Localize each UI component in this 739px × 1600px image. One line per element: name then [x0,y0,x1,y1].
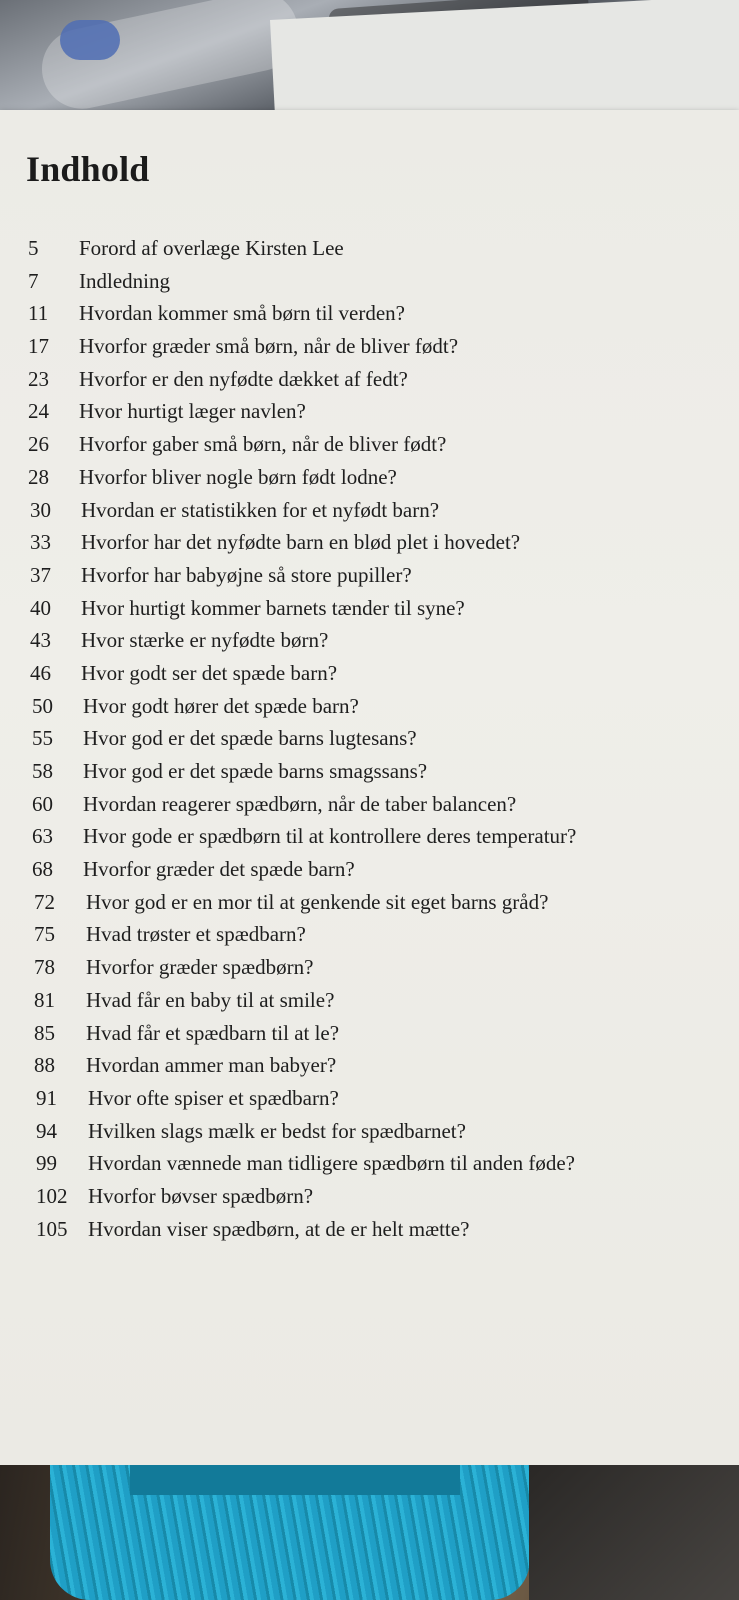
toc-page-number: 55 [32,726,53,751]
toc-entry-title: Hvad får et spædbarn til at le? [86,1020,340,1045]
toc-entry-title: Hvorfor har det nyfødte barn en blød plet i hovedet? [81,530,521,555]
toc-entry-title: Hvor god er det spæde barns smagssans? [83,759,428,783]
toc-page-number: 88 [34,1053,55,1078]
toc-entry [0,232,739,265]
toc-entry [0,918,739,951]
toc-entry [0,1115,739,1148]
toc-entry-title: Hvordan viser spædbørn, at de er helt mætte? [88,1216,470,1241]
toc-page-number: 94 [36,1118,57,1143]
page-title: Indhold [26,149,150,189]
toc-entry [0,1017,739,1050]
toc-page-number: 24 [28,399,49,424]
toc-entry [0,1147,739,1180]
tassel-band [130,1465,460,1495]
toc-entry-title: Indledning [79,268,170,293]
toc-entry [0,657,739,690]
toc-page-number: 63 [32,824,53,849]
toc-entry-title: Hvor gode er spædbørn til at kontrollere deres temperatur? [83,824,577,849]
toc-entry [0,526,739,559]
toc-page-number: 26 [28,432,49,457]
toc-entry [0,395,739,428]
toc-entry [0,886,739,919]
toc-page-number: 28 [28,464,49,489]
toc-page-number: 72 [34,889,55,914]
toc-entry [0,265,739,298]
toc-entry-title: Hvorfor græder det spæde barn? [83,857,355,882]
toc-entry [0,624,739,657]
toc-entry [0,1213,739,1246]
toc-page-number: 7 [28,268,39,293]
toc-page-number: 23 [28,366,49,391]
toc-entry [0,330,739,363]
toc-page-number: 78 [34,955,55,980]
toc-page-number: 68 [32,857,53,882]
toc-entry-title: Hvorfor bøvser spædbørn? [88,1183,314,1208]
toc-entry-title: Hvor hurtigt læger navlen? [79,399,306,424]
toc-page-number: 75 [34,922,55,947]
toc-page-number: 43 [30,628,51,653]
toc-entry [0,592,739,625]
toc-entry [0,853,739,886]
toc-entry-title: Hvor godt ser det spæde barn? [81,660,338,685]
toc-entry [0,494,739,527]
toc-entry-title: Hvor hurtigt kommer barnets tænder til syne? [81,595,465,620]
toc-entry [0,690,739,723]
background-table [0,1465,739,1600]
dark-surface [529,1465,739,1600]
toc-entry [0,1180,739,1213]
toc-entry-title: Hvorfor er den nyfødte dækket af fedt? [79,366,408,391]
toc-entry [0,559,739,592]
toc-page-number: 30 [30,497,51,522]
toc-entry-title: Hvad får en baby til at smile? [86,987,335,1012]
toc-entry [0,820,739,853]
toc-entry-title: Hvor god er en mor til at genkende sit eget barns gråd? [86,889,549,914]
toc-entry-title: Hvordan kommer små børn til verden? [79,301,405,326]
toc-page-number: 37 [30,562,51,587]
toc-entry-title: Hvordan er statistikken for et nyfødt barn? [81,497,440,522]
toc-page-number: 91 [36,1085,57,1110]
toc-entry-title: Hvor godt hører det spæde barn? [83,693,359,718]
toc-page-number: 40 [30,595,51,620]
toc-entry [0,755,739,788]
toc-page-number: 105 [36,1216,68,1241]
toc-page-number: 11 [28,301,49,326]
toc-entry-title: Hvorfor græder spædbørn? [86,955,314,980]
toc-entry-title: Forord af overlæge Kirsten Lee [79,236,344,260]
toc-entry [0,984,739,1017]
toc-entry [0,722,739,755]
toc-entry [0,428,739,461]
toc-page-number: 102 [36,1183,68,1208]
toc-entry-title: Hvad trøster et spædbarn? [86,922,306,947]
toc-page-number: 33 [30,530,51,555]
toc-entry-title: Hvilken slags mælk er bedst for spædbarnet? [88,1118,466,1143]
toc-entry-title: Hvor god er det spæde barns lugtesans? [83,726,417,751]
toc-entry [0,1082,739,1115]
toc-page-number: 17 [28,334,49,359]
toc-entry-title: Hvordan ammer man babyer? [86,1053,337,1078]
toc-entry [0,363,739,396]
toc-page-number: 50 [32,693,53,718]
toc-entry-title: Hvorfor har babyøjne så store pupiller? [81,562,412,587]
toc-entry-title: Hvordan reagerer spædbørn, når de taber balancen? [83,791,517,816]
toc-page-number: 85 [34,1020,55,1045]
blue-object [60,20,120,60]
table-of-contents [0,232,739,1245]
toc-entry [0,788,739,821]
toc-page-number: 99 [36,1151,57,1176]
toc-page-number: 58 [32,759,53,783]
toc-entry-title: Hvorfor græder små børn, når de bliver født? [79,334,459,359]
toc-entry-title: Hvor ofte spiser et spædbarn? [88,1085,339,1110]
toc-page-number: 46 [30,660,51,685]
toc-entry [0,297,739,330]
toc-entry-title: Hvorfor gaber små børn, når de bliver født? [79,432,447,457]
toc-entry [0,461,739,494]
toc-page-number: 60 [32,791,53,816]
toc-page-number: 5 [28,236,39,260]
toc-entry-title: Hvor stærke er nyfødte børn? [81,628,329,653]
toc-entry-title: Hvordan vænnede man tidligere spædbørn til anden føde? [88,1151,575,1176]
toc-entry [0,951,739,984]
toc-page-number: 81 [34,987,55,1012]
toc-entry [0,1049,739,1082]
toc-entry-title: Hvorfor bliver nogle børn født lodne? [79,464,397,489]
